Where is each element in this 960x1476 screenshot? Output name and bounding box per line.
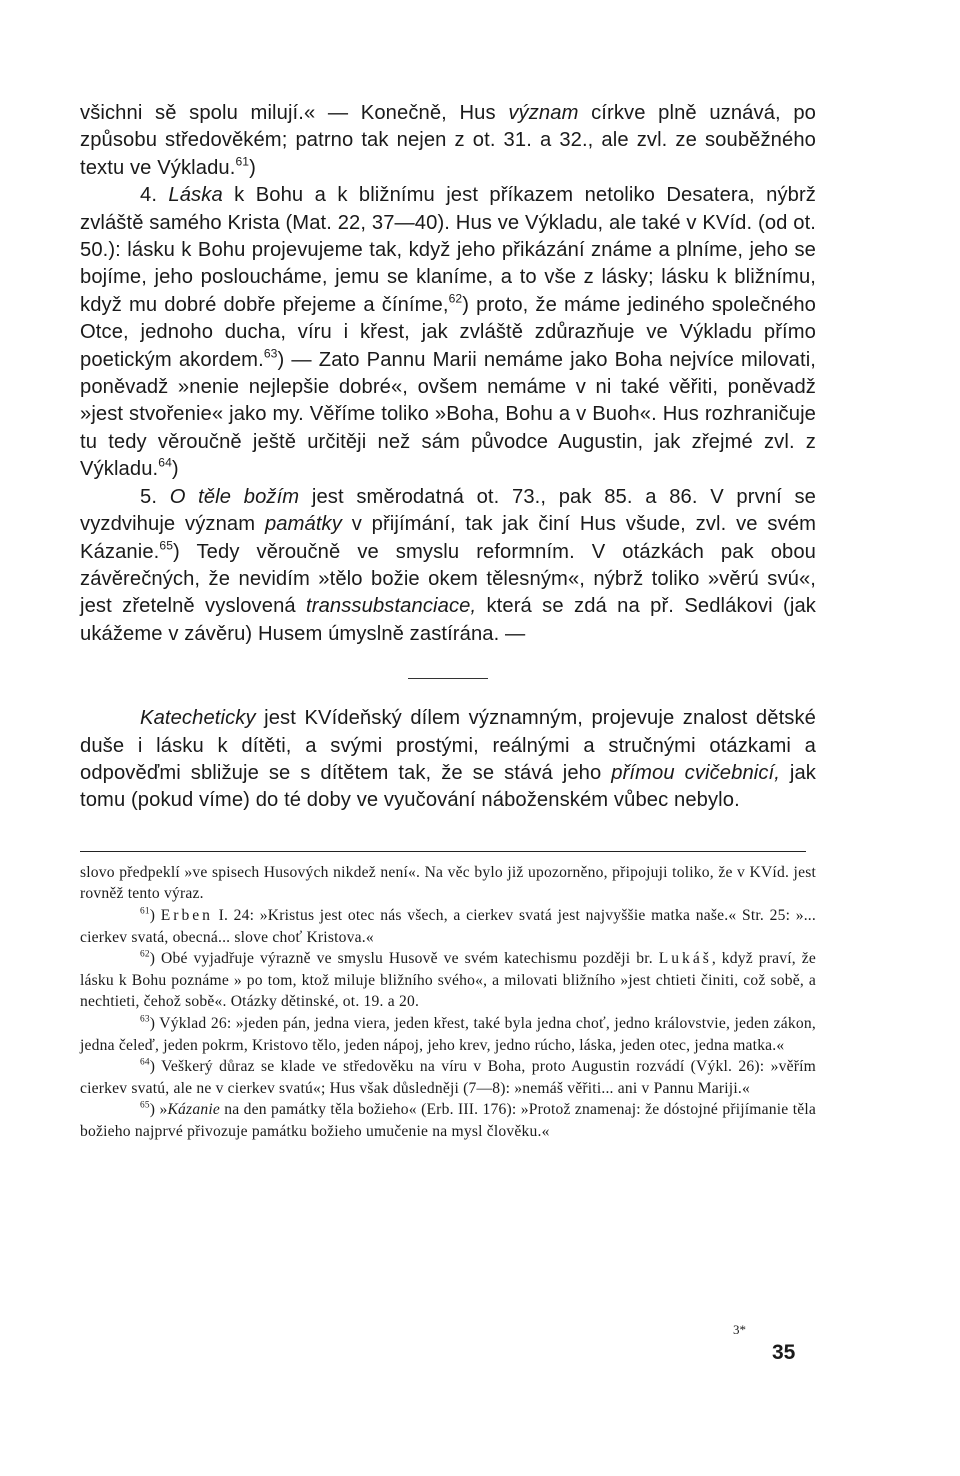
footnote-ref: 63 [263, 346, 278, 361]
footnote-ref: 64 [158, 455, 172, 470]
paragraph-1: všichni sě spolu milují.« — Konečně, Hus význam církve plně uznává, po způsobu středověkém; patrno tak nejen z ot. 31. a 32., ale zvl. ze souběžného textu ve Výkladu.$^{61}$) [80, 102, 817, 179]
footnote-rule [80, 851, 806, 852]
paragraph-2: 4. Láska k Bohu a k bližnímu jest příkazem netoliko Desatera, nýbrž zvláště samého Krista (Mat. 22, 37—40). Hus ve Výkladu, ale také v KVíd. (od ot. 50.): lásku k Bohu projevujeme tak, když jeho přikázání známe a plníme, jeho se bojíme, jeho posloucháme, jemu se klaníme, a to vše z lásky; lásku k bližnímu, když mu dobré dobře přejeme a číníme,$^{62}$) proto, že máme jediného společného Otce, jednoho ducha, víru i křest, jak zvláště zdůrazňuje ve Výkladu přímo poetickým akordem.$^{63}$) — Zato Pannu Marii nemáme jako Boha nejvíce milovati, poněvadž »nenie nejlepšie dobré«, ovšem nemáme v ni také věřiti, poněvadž »jest stvořenie« jako my. Věříme toliko »Boha, Bohu a v Buoh«. Hus rozhraničuje tu tedy věroučně ještě určitěji než sám původce Augustin, jak zřejmé zvl. z Výkladu.$^{64}$) [80, 184, 816, 481]
footnote-61: $^{61}$) Erben I. 24: »Kristus jest otec nás všech, a cierkev svatá jest najvyššie matka naše.« Str. 25: »... cierkev svatá, obecná... slove choť Kristova.« [80, 906, 816, 946]
footnote-ref: 65 [159, 538, 174, 553]
page-number: 35 [772, 1341, 796, 1364]
footnote-continuation: slovo předpeklí »ve spisech Husových nikdež není«. Na věc bylo již upozorněno, připojuji toliko, že v KVíd. jest rovněž tento výraz. [80, 863, 816, 903]
section-separator [408, 678, 488, 679]
paragraph-4: Katecheticky jest KVídeňský dílem významným, projevuje znalost dětské duše i lásku k dítěti, a svými prostými, reálnými a stručnými otázkami a odpověďmi sbližuje se s dítětem tak, že se stává jeho přímou cvičebnicí, jak tomu (pokud víme) do té doby ve vyučování náboženském vůbec nebylo. [80, 707, 816, 812]
footnote-ref: 62 [448, 291, 463, 306]
page [80, 100, 816, 1142]
footnote-62: $^{62}$) Obé vyjadřuje výrazně ve smyslu Husově ve svém katechismu později br. Lukáš, když praví, že lásku k Bohu poznáme » po tom, ktož miluje bližního svého«, a milovati bližního »jest chtieti činiti, což sobě, a nechtieti, čehož sobě«. Otázky dětinské, ot. 19. a 20. [80, 949, 817, 1011]
signature-mark: 3* [733, 1322, 746, 1337]
footnotes [80, 862, 816, 1143]
footnote-65: $^{65}$) »Kázanie na den památky těla božieho« (Erb. III. 176): »Protož znamenaj: že dóstojné přijímanie těla božieho najprvé přivozuje památku božieho umučenie na mysl člověku.« [80, 1100, 816, 1140]
footnote-63: $^{63}$) Výklad 26: »jeden pán, jedna viera, jeden křest, také byla jedna choť, jedno královstvie, jeden zákon, jedna čeleď, jeden pokrm, Kristovo tělo, jeden nápoj, jeho krev, jedno rúcho, láska, jeden otec, jedna matka.« [80, 1014, 816, 1054]
main-text [80, 100, 816, 815]
footnote-ref: 61 [235, 154, 250, 169]
footnote-64: $^{64}$) Veškerý důraz se klade ve středověku na víru v Boha, proto Augustin rozvádí (Výkl. 26): »věřím cierkev svatú, ale ne v cierkev svatú«; Hus však důsledněji (7—8): »nemáš věřiti... ani v Pannu Mariji.« [80, 1057, 816, 1097]
paragraph-3: 5. O těle božím jest směrodatná ot. 73., pak 85. a 86. V první se vyzdvihuje význam památky v přijímání, tak jak činí Hus všude, zvl. ve svém Kázanie.$^{65}$) Tedy věroučně ve smyslu reformním. V otázkách pak obou závěrečných, že nevidím »tělo božie okem tělesným«, nýbrž toliko »věrú svú«, jest zřetelně vyslovená transsubstanciace, která se zdá na př. Sedlákovi (jak ukážeme v závěru) Husem úmyslně zastírána. — [80, 485, 817, 645]
